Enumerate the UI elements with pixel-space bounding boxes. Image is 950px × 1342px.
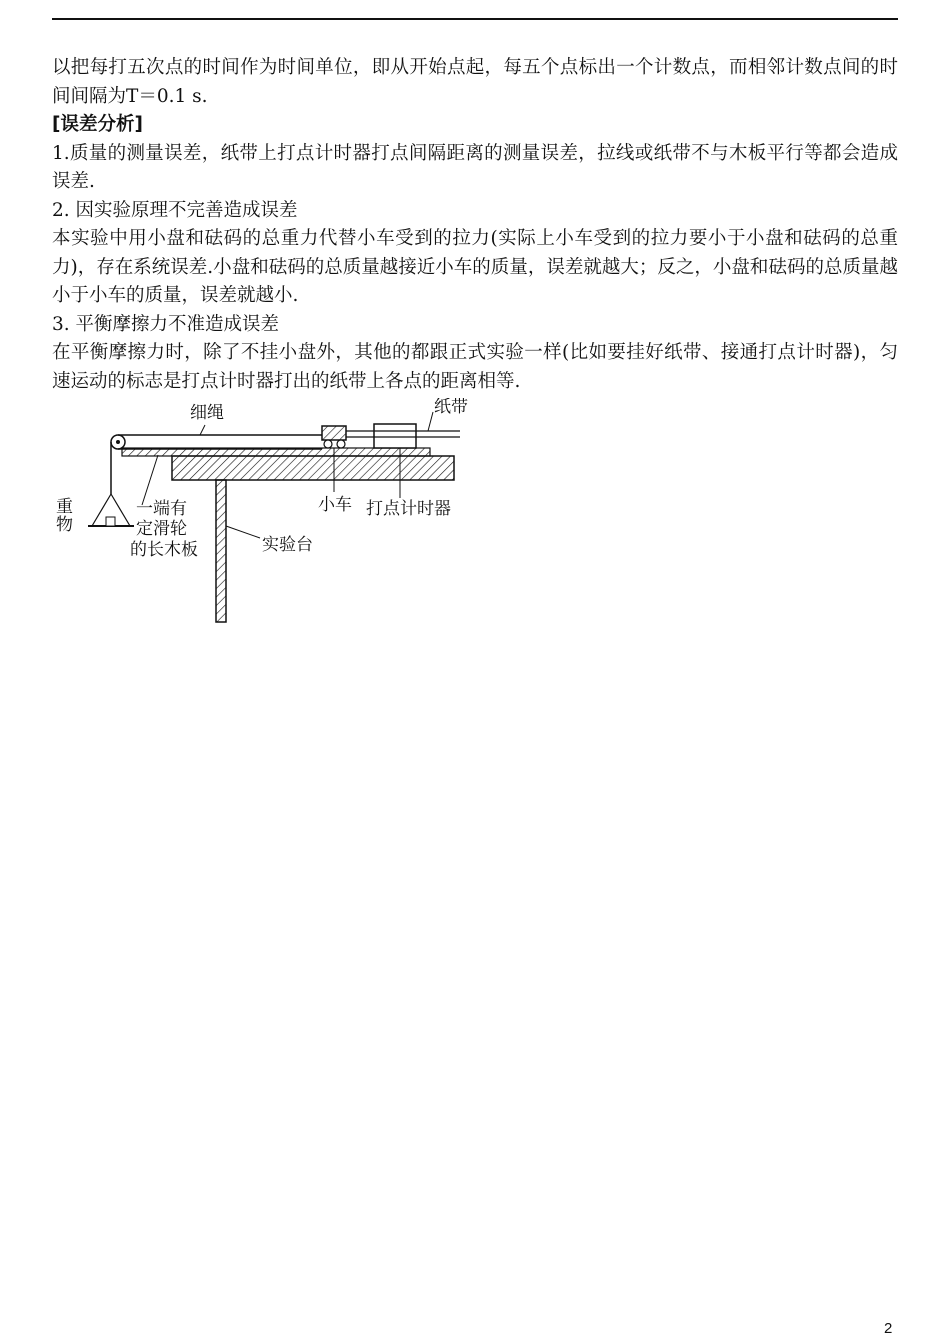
document-body: [52, 54, 898, 396]
paragraph-error-3-title: 3. 平衡摩擦力不准造成误差: [52, 313, 280, 335]
paragraph-error-2-title: 2. 因实验原理不完善造成误差: [52, 199, 298, 221]
label-weight-2: 物: [56, 515, 73, 535]
cart-body: [322, 426, 346, 440]
experiment-diagram: [50, 398, 470, 630]
bench-top: [172, 456, 454, 480]
paragraph-error-2-body: 本实验中用小盘和砝码的总重力代替小车受到的拉力(实际上小车受到的拉力要小于小盘和砝码的总重力)，存在系统误差.小盘和砝码的总质量越接近小车的质量，误差就越大；反之，小盘和砝码的总质量越小于小车的质量，误差就越小.: [52, 228, 898, 306]
timer-box: [374, 424, 416, 448]
leader-bench: [226, 526, 260, 538]
weight-block: [106, 517, 115, 526]
label-board-1: 一端有: [136, 499, 187, 519]
leader-rope: [200, 425, 205, 435]
leader-board: [142, 455, 158, 505]
section-heading-error-analysis: [误差分析]: [52, 114, 143, 135]
bench-leg: [216, 480, 226, 622]
label-board-2: 定滑轮: [136, 519, 187, 539]
header-rule: [52, 18, 898, 20]
pulley-axle: [116, 440, 120, 444]
cart-wheel-right: [337, 440, 345, 448]
label-board-3: 的长木板: [130, 540, 198, 560]
label-rope: 细绳: [190, 403, 224, 423]
experiment-diagram-svg: [50, 398, 470, 630]
label-bench: 实验台: [262, 535, 313, 555]
paragraph-error-1: 1.质量的测量误差，纸带上打点计时器打点间隔距离的测量误差，拉线或纸带不与木板平行等都会造成误差.: [52, 142, 898, 192]
label-timer: 打点计时器: [366, 499, 451, 519]
label-cart: 小车: [318, 495, 352, 515]
paragraph-error-3-body: 在平衡摩擦力时，除了不挂小盘外，其他的都跟正式实验一样(比如要挂好纸带、接通打点计时器)，匀速运动的标志是打点计时器打出的纸带上各点的距离相等.: [52, 342, 898, 392]
cart-wheel-left: [324, 440, 332, 448]
label-tape: 纸带: [434, 398, 468, 417]
page-number: 2: [884, 1320, 893, 1337]
leader-tape: [428, 412, 433, 431]
label-weight-1: 重: [56, 497, 73, 517]
paragraph-time-unit: 以把每打五次点的时间作为时间单位，即从开始点起，每五个点标出一个计数点，而相邻计数点间的时间间隔为T＝0.1 s.: [52, 57, 898, 107]
